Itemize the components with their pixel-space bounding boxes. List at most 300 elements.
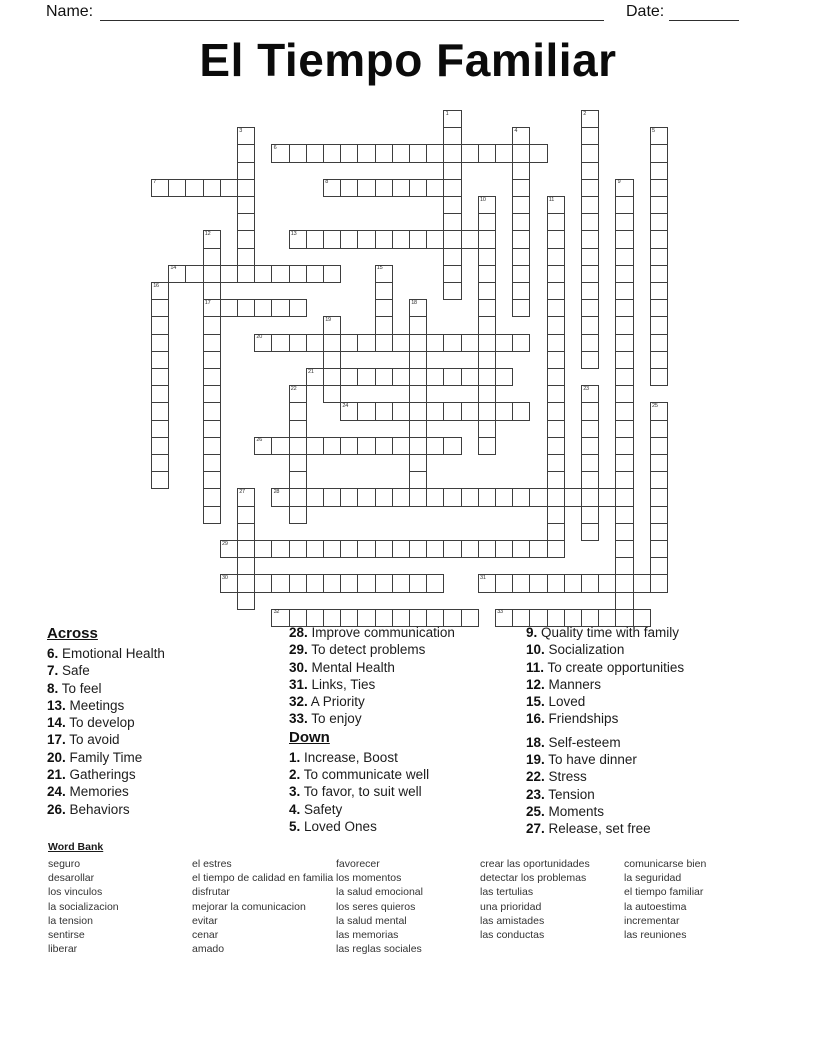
grid-cell (581, 110, 599, 128)
grid-cell (392, 144, 410, 162)
grid-cell (323, 574, 341, 592)
grid-cell (426, 488, 444, 506)
clue-number: 8. (47, 680, 59, 696)
grid-cell (547, 402, 565, 420)
clue-item (289, 710, 524, 727)
word-bank-item: las amistades (480, 914, 545, 927)
grid-cell (203, 454, 221, 472)
word-bank-item: la salud emocional (336, 886, 423, 899)
grid-cell (495, 574, 513, 592)
grid-cell (151, 437, 169, 455)
grid-cell (650, 127, 668, 145)
grid-cell (375, 316, 393, 334)
grid-cell (151, 368, 169, 386)
grid-cell (443, 282, 461, 300)
grid-cell (615, 574, 633, 592)
grid-cell-number: 15 (376, 265, 383, 272)
page-title: El Tiempo Familiar (199, 34, 617, 86)
clue-text: To favor, to suit well (300, 784, 422, 800)
grid-cell (581, 316, 599, 334)
grid-cell (650, 248, 668, 266)
clue-item (289, 766, 524, 783)
word-bank-item: la autoestima (624, 900, 687, 913)
grid-cell (615, 437, 633, 455)
grid-cell (650, 299, 668, 317)
grid-cell (443, 127, 461, 145)
grid-cell (581, 299, 599, 317)
grid-cell-number: 23 (583, 385, 589, 392)
clue-text: Quality time with family (537, 625, 680, 640)
grid-cell (203, 179, 221, 197)
grid-cell (237, 213, 255, 231)
grid-cell (151, 471, 169, 489)
clue-text: Behaviors (65, 801, 130, 817)
word-bank-item: el estres (192, 858, 232, 870)
clue-number: 7. (47, 663, 59, 679)
grid-cell-number: 13 (290, 230, 297, 237)
clue-number: 22. (526, 769, 545, 785)
clue-number: 1. (289, 749, 301, 765)
grid-cell-number: 2 (583, 110, 587, 117)
word-bank-item: amado (192, 943, 225, 956)
grid-cell (547, 230, 565, 248)
clue-item (47, 801, 282, 818)
grid-cell (512, 265, 530, 283)
clue-text: Loved Ones (300, 818, 377, 834)
clue-number: 15. (526, 694, 545, 710)
grid-cell (615, 316, 633, 334)
grid-cell-number: 7 (153, 179, 157, 186)
grid-cell (289, 334, 307, 352)
date-label: Date: (626, 3, 665, 20)
grid-cell (375, 488, 393, 506)
grid-cell (512, 299, 530, 317)
grid-cell (512, 162, 530, 180)
grid-cell (512, 402, 530, 420)
grid-cell (289, 299, 307, 317)
clue-number: 19. (526, 752, 545, 768)
grid-cell (289, 488, 307, 506)
grid-cell (495, 540, 513, 558)
grid-cell (340, 437, 358, 455)
grid-cell (409, 488, 427, 506)
grid-cell (581, 420, 599, 438)
clue-number: 9. (526, 625, 538, 640)
grid-cell (650, 162, 668, 180)
clue-item (47, 697, 282, 714)
grid-cell (392, 540, 410, 558)
grid-cell (254, 299, 272, 317)
grid-cell (512, 127, 530, 145)
grid-cell (581, 213, 599, 231)
grid-cell (547, 385, 565, 403)
clue-item (47, 783, 282, 800)
clue-number: 17. (47, 732, 66, 748)
grid-cell (650, 454, 668, 472)
grid-cell (547, 368, 565, 386)
grid-cell (323, 385, 341, 403)
clue-item (47, 645, 282, 662)
clue-number: 33. (289, 711, 308, 727)
grid-cell (581, 523, 599, 541)
grid-cell (237, 574, 255, 592)
grid-cell (615, 265, 633, 283)
grid-cell (478, 213, 496, 231)
grid-cell (203, 471, 221, 489)
grid-cell (237, 557, 255, 575)
grid-cell (375, 230, 393, 248)
grid-cell (650, 523, 668, 541)
grid-cell (512, 230, 530, 248)
grid-cell-number: 19 (325, 316, 331, 323)
grid-cell-number: 4 (514, 127, 518, 134)
grid-cell (478, 334, 496, 352)
grid-cell (615, 196, 633, 214)
clue-number: 6. (47, 646, 59, 661)
grid-cell (443, 437, 461, 455)
grid-cell (409, 144, 427, 162)
grid-cell (203, 265, 221, 283)
clue-item (526, 786, 806, 803)
grid-cell (409, 454, 427, 472)
grid-cell (615, 402, 633, 420)
grid-cell (478, 299, 496, 317)
grid-cell-number: 24 (342, 402, 349, 409)
word-bank-column (48, 857, 119, 956)
grid-cell (581, 282, 599, 300)
grid-cell (357, 179, 375, 197)
grid-cell (529, 540, 547, 558)
grid-cell (478, 402, 496, 420)
grid-cell (512, 196, 530, 214)
clue-column-down (526, 624, 806, 838)
grid-cell (547, 196, 565, 214)
grid-cell (615, 506, 633, 524)
clue-number: 26. (47, 801, 66, 817)
grid-cell (650, 213, 668, 231)
grid-cell (650, 402, 668, 420)
grid-cell (650, 437, 668, 455)
clue-item (526, 676, 806, 693)
clue-text: Links, Ties (307, 676, 376, 692)
grid-cell (547, 351, 565, 369)
clue-item (526, 659, 806, 676)
grid-cell (254, 437, 272, 455)
grid-cell (512, 574, 530, 592)
grid-cell (340, 488, 358, 506)
grid-cell (289, 230, 307, 248)
word-bank-item: el tiempo familiar (624, 886, 704, 899)
grid-cell (443, 265, 461, 283)
grid-cell (203, 437, 221, 455)
grid-cell-number: 1 (445, 110, 449, 117)
grid-cell (392, 488, 410, 506)
grid-cell (340, 368, 358, 386)
clue-item (289, 818, 524, 835)
grid-cell (392, 334, 410, 352)
word-bank-item: liberar (48, 943, 78, 956)
grid-cell (375, 144, 393, 162)
grid-cell (581, 230, 599, 248)
grid-cell-number: 14 (170, 265, 177, 272)
grid-cell (495, 488, 513, 506)
grid-cell (547, 420, 565, 438)
grid-cell (495, 368, 513, 386)
grid-cell (289, 265, 307, 283)
grid-cell (615, 334, 633, 352)
grid-cell (581, 385, 599, 403)
clue-text: Family Time (65, 749, 143, 765)
grid-cell-number: 5 (651, 127, 655, 134)
grid-cell (409, 368, 427, 386)
grid-cell (650, 368, 668, 386)
grid-cell (495, 402, 513, 420)
grid-cell (340, 402, 358, 420)
grid-cell (271, 574, 289, 592)
clue-text: Moments (544, 803, 605, 819)
grid-cell-number: 26 (256, 437, 263, 444)
word-bank-item: cenar (192, 929, 219, 942)
grid-cell (340, 540, 358, 558)
grid-cell (495, 144, 513, 162)
grid-cell (443, 248, 461, 266)
grid-cell (375, 179, 393, 197)
grid-cell-number: 22 (290, 385, 297, 392)
grid-cell (598, 488, 616, 506)
word-bank-item: una prioridad (480, 900, 542, 913)
grid-cell (581, 471, 599, 489)
grid-cell (409, 437, 427, 455)
grid-cell (357, 334, 375, 352)
grid-cell (289, 506, 307, 524)
grid-cell (220, 265, 238, 283)
clue-number: 18. (526, 734, 545, 750)
grid-cell (306, 265, 324, 283)
grid-cell (151, 179, 169, 197)
grid-cell-number: 25 (651, 402, 658, 409)
grid-cell (357, 437, 375, 455)
grid-cell (650, 351, 668, 369)
grid-cell (323, 488, 341, 506)
clue-number: 28. (289, 625, 308, 640)
grid-cell (237, 523, 255, 541)
grid-cell (598, 574, 616, 592)
grid-cell (271, 265, 289, 283)
grid-cell-number: 12 (204, 230, 211, 237)
grid-cell-number: 27 (239, 488, 245, 495)
clue-item (47, 766, 282, 783)
grid-cell-number: 11 (548, 196, 555, 203)
grid-cell (443, 144, 461, 162)
grid-cell (547, 437, 565, 455)
grid-cell (615, 230, 633, 248)
grid-cell (409, 540, 427, 558)
word-bank-item: las memorias (336, 929, 399, 942)
grid-cell (650, 488, 668, 506)
grid-cell (409, 574, 427, 592)
clue-text: Manners (544, 676, 602, 692)
grid-cell (151, 299, 169, 317)
grid-cell (615, 213, 633, 231)
grid-cell (547, 540, 565, 558)
clue-text: To create opportunities (544, 659, 685, 675)
grid-cell (306, 540, 324, 558)
clue-item (526, 624, 806, 641)
grid-cell-number: 29 (221, 540, 228, 547)
grid-cell (237, 265, 255, 283)
clue-column-middle (289, 624, 524, 835)
clue-item (289, 783, 524, 800)
clue-text: Release, set free (544, 821, 651, 837)
grid-cell (443, 334, 461, 352)
grid-cell (203, 402, 221, 420)
grid-cell (220, 299, 238, 317)
word-bank-item: los seres quieros (336, 900, 416, 913)
grid-cell (443, 179, 461, 197)
grid-cell (323, 230, 341, 248)
grid-cell (512, 144, 530, 162)
word-bank-item: desarollar (48, 872, 95, 885)
grid-cell (237, 179, 255, 197)
word-bank-item: la tension (48, 914, 93, 927)
clue-number: 20. (47, 749, 66, 765)
name-label: Name: (46, 3, 94, 20)
grid-cell (237, 592, 255, 610)
grid-cell (375, 574, 393, 592)
grid-cell (409, 420, 427, 438)
grid-cell (237, 488, 255, 506)
grid-cell (323, 437, 341, 455)
grid-cell (357, 368, 375, 386)
grid-cell (478, 368, 496, 386)
grid-cell (650, 316, 668, 334)
grid-cell (581, 144, 599, 162)
grid-cell (426, 144, 444, 162)
grid-cell (271, 144, 289, 162)
word-bank-item: comunicarse bien (624, 858, 707, 870)
grid-cell (615, 299, 633, 317)
grid-cell (512, 179, 530, 197)
clue-number: 11. (526, 659, 545, 675)
clue-header-across: Across (47, 625, 98, 642)
grid-cell (306, 488, 324, 506)
grid-cell (271, 299, 289, 317)
grid-cell (375, 299, 393, 317)
grid-cell-number: 31 (479, 574, 486, 581)
grid-cell (512, 282, 530, 300)
grid-cell (392, 574, 410, 592)
clue-text: Memories (65, 784, 129, 800)
grid-cell (581, 506, 599, 524)
word-bank-item: las tertulias (480, 886, 534, 899)
grid-cell (151, 282, 169, 300)
grid-cell (151, 316, 169, 334)
grid-cell (426, 230, 444, 248)
grid-cell (375, 334, 393, 352)
grid-cell (237, 506, 255, 524)
clue-text: Increase, Boost (300, 749, 398, 765)
grid-cell (237, 299, 255, 317)
grid-cell (203, 299, 221, 317)
clue-text: Tension (544, 786, 595, 802)
clue-item (526, 734, 806, 751)
grid-cell (289, 402, 307, 420)
clue-text: Meetings (65, 697, 125, 713)
grid-cell (409, 299, 427, 317)
grid-cell (581, 162, 599, 180)
clue-item (526, 693, 806, 710)
grid-cell (650, 540, 668, 558)
clue-number: 25. (526, 803, 545, 819)
grid-cell (357, 540, 375, 558)
clue-item (289, 801, 524, 818)
grid-cell (650, 471, 668, 489)
grid-cell (271, 540, 289, 558)
clue-text: Gatherings (65, 767, 136, 783)
grid-cell (151, 454, 169, 472)
word-bank-title: Word Bank (48, 841, 104, 853)
word-bank-item: favorecer (336, 858, 380, 870)
grid-cell (237, 144, 255, 162)
name-blank-line (100, 4, 604, 21)
grid-cell (443, 230, 461, 248)
grid-cell (495, 334, 513, 352)
clue-item (526, 803, 806, 820)
grid-cell (392, 179, 410, 197)
clue-item (526, 751, 806, 768)
grid-cell (289, 420, 307, 438)
grid-cell (409, 230, 427, 248)
grid-cell (220, 540, 238, 558)
grid-cell (461, 368, 479, 386)
grid-cell (478, 420, 496, 438)
clue-number: 10. (526, 642, 545, 658)
grid-cell (478, 437, 496, 455)
word-bank-item: las reuniones (624, 929, 687, 942)
grid-cell (306, 574, 324, 592)
grid-cell (547, 282, 565, 300)
grid-cell (650, 282, 668, 300)
grid-cell (615, 420, 633, 438)
grid-cell (443, 402, 461, 420)
grid-cell (443, 368, 461, 386)
clue-text: Mental Health (307, 659, 395, 675)
grid-cell (581, 488, 599, 506)
word-bank-item: la socializacion (48, 900, 119, 913)
clue-text: To communicate well (300, 767, 430, 783)
grid-cell (203, 351, 221, 369)
grid-cell (478, 196, 496, 214)
word-bank-item: las conductas (480, 929, 545, 942)
clue-text: To avoid (65, 732, 120, 748)
grid-cell (289, 437, 307, 455)
grid-cell (615, 368, 633, 386)
grid-cell (615, 248, 633, 266)
clue-number: 3. (289, 784, 301, 800)
grid-cell (615, 282, 633, 300)
clue-item (526, 710, 806, 727)
grid-cell-number: 6 (273, 144, 277, 151)
clue-text: Friendships (544, 711, 619, 727)
grid-cell (478, 265, 496, 283)
clue-item (526, 768, 806, 785)
grid-cell (340, 334, 358, 352)
grid-cell (478, 144, 496, 162)
grid-cell (547, 523, 565, 541)
grid-cell (426, 334, 444, 352)
grid-cell (168, 179, 186, 197)
grid-cell (392, 402, 410, 420)
